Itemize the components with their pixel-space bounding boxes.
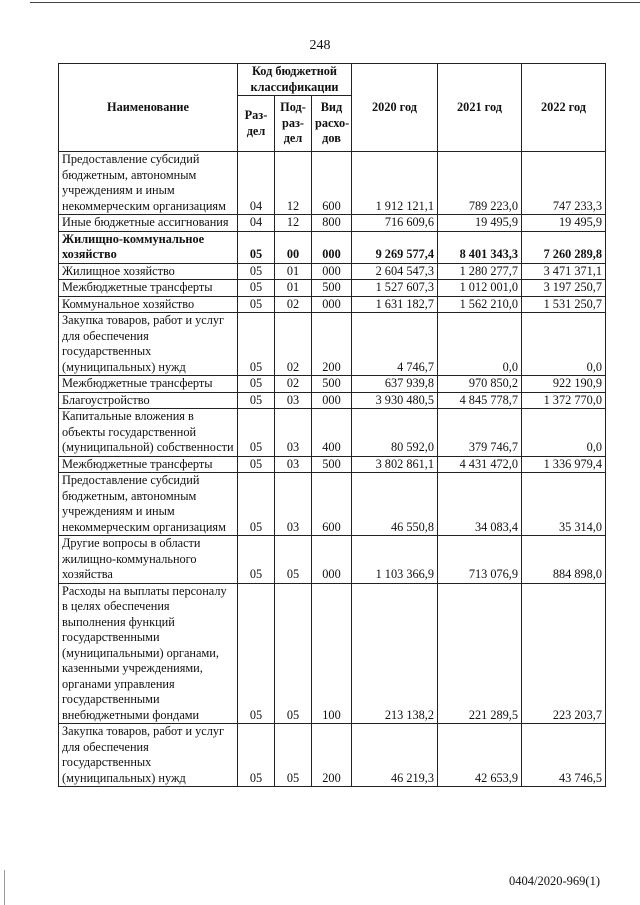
page-number: 248 [309, 38, 331, 53]
header-code-group: Код бюджетной классификации [238, 64, 352, 96]
row-value-2021: 8 401 343,3 [438, 231, 522, 263]
table-row [59, 215, 606, 232]
row-vid: 000 [312, 263, 352, 280]
row-podrazdel: 01 [275, 263, 312, 280]
row-name: Закупка товаров, работ и услуг для обеспечения государственных (муниципальных) нужд [59, 313, 238, 376]
row-value-2021: 1 012 001,0 [438, 280, 522, 297]
table-row [59, 473, 606, 536]
table-row [59, 376, 606, 393]
row-vid: 800 [312, 215, 352, 232]
row-razdel: 05 [238, 376, 275, 393]
row-podrazdel: 05 [275, 583, 312, 724]
row-podrazdel: 00 [275, 231, 312, 263]
row-razdel: 05 [238, 724, 275, 787]
row-name: Иные бюджетные ассигнования [59, 215, 238, 232]
header-podrazdel: Под-раз-дел [275, 96, 312, 152]
table-body [59, 152, 606, 787]
row-name: Межбюджетные трансферты [59, 280, 238, 297]
document-code: 0404/2020-969(1) [509, 874, 600, 888]
row-value-2022: 7 260 289,8 [522, 231, 606, 263]
row-value-2020: 2 604 547,3 [352, 263, 438, 280]
row-razdel: 05 [238, 263, 275, 280]
header-2022: 2022 год [522, 64, 606, 152]
row-razdel: 05 [238, 456, 275, 473]
row-razdel: 04 [238, 215, 275, 232]
row-name: Благоустройство [59, 392, 238, 409]
row-value-2020: 9 269 577,4 [352, 231, 438, 263]
row-razdel: 05 [238, 473, 275, 536]
row-value-2020: 4 746,7 [352, 313, 438, 376]
header-2021: 2021 год [438, 64, 522, 152]
table-row [59, 536, 606, 584]
row-value-2020: 1 527 607,3 [352, 280, 438, 297]
row-vid: 000 [312, 231, 352, 263]
row-value-2020: 80 592,0 [352, 409, 438, 457]
row-value-2022: 19 495,9 [522, 215, 606, 232]
table-row [59, 280, 606, 297]
row-podrazdel: 01 [275, 280, 312, 297]
table-row [59, 456, 606, 473]
budget-table [58, 63, 606, 787]
row-value-2021: 789 223,0 [438, 152, 522, 215]
row-value-2022: 43 746,5 [522, 724, 606, 787]
row-name: Закупка товаров, работ и услуг для обеспечения государственных (муниципальных) нужд [59, 724, 238, 787]
row-vid: 200 [312, 724, 352, 787]
row-vid: 200 [312, 313, 352, 376]
header-2020: 2020 год [352, 64, 438, 152]
row-vid: 500 [312, 376, 352, 393]
row-name: Межбюджетные трансферты [59, 376, 238, 393]
row-razdel: 05 [238, 409, 275, 457]
row-value-2021: 1 280 277,7 [438, 263, 522, 280]
row-value-2021: 19 495,9 [438, 215, 522, 232]
row-razdel: 05 [238, 231, 275, 263]
row-value-2020: 3 930 480,5 [352, 392, 438, 409]
row-podrazdel: 05 [275, 536, 312, 584]
row-podrazdel: 12 [275, 215, 312, 232]
row-razdel: 04 [238, 152, 275, 215]
row-value-2022: 3 471 371,1 [522, 263, 606, 280]
row-name: Жилищно-коммунальное хозяйство [59, 231, 238, 263]
row-vid: 100 [312, 583, 352, 724]
row-podrazdel: 03 [275, 409, 312, 457]
row-vid: 400 [312, 409, 352, 457]
row-name: Межбюджетные трансферты [59, 456, 238, 473]
row-value-2022: 922 190,9 [522, 376, 606, 393]
row-value-2022: 35 314,0 [522, 473, 606, 536]
row-value-2022: 3 197 250,7 [522, 280, 606, 297]
row-razdel: 05 [238, 392, 275, 409]
row-value-2022: 1 336 979,4 [522, 456, 606, 473]
row-podrazdel: 03 [275, 456, 312, 473]
row-vid: 000 [312, 536, 352, 584]
row-value-2020: 1 912 121,1 [352, 152, 438, 215]
table-row [59, 231, 606, 263]
row-value-2022: 747 233,3 [522, 152, 606, 215]
row-vid: 600 [312, 473, 352, 536]
row-value-2022: 1 372 770,0 [522, 392, 606, 409]
row-vid: 000 [312, 392, 352, 409]
table-row [59, 583, 606, 724]
row-value-2021: 34 083,4 [438, 473, 522, 536]
header-vid: Вид расхо-дов [312, 96, 352, 152]
row-podrazdel: 03 [275, 392, 312, 409]
top-rule [30, 2, 640, 3]
row-razdel: 05 [238, 296, 275, 313]
row-value-2021: 4 845 778,7 [438, 392, 522, 409]
row-podrazdel: 02 [275, 296, 312, 313]
row-value-2021: 0,0 [438, 313, 522, 376]
table-row [59, 263, 606, 280]
row-podrazdel: 12 [275, 152, 312, 215]
row-value-2020: 213 138,2 [352, 583, 438, 724]
row-value-2021: 379 746,7 [438, 409, 522, 457]
row-name: Капитальные вложения в объекты государственной (муниципальной) собственности [59, 409, 238, 457]
table-row [59, 152, 606, 215]
row-value-2022: 0,0 [522, 409, 606, 457]
table-row [59, 724, 606, 787]
table-row [59, 313, 606, 376]
row-value-2022: 0,0 [522, 313, 606, 376]
row-value-2021: 1 562 210,0 [438, 296, 522, 313]
row-podrazdel: 02 [275, 376, 312, 393]
row-name: Другие вопросы в области жилищно-коммунального хозяйства [59, 536, 238, 584]
row-name: Предоставление субсидий бюджетным, автономным учреждениям и иным некоммерческим организациям [59, 473, 238, 536]
row-value-2020: 637 939,8 [352, 376, 438, 393]
row-value-2020: 1 103 366,9 [352, 536, 438, 584]
row-value-2020: 46 219,3 [352, 724, 438, 787]
row-value-2020: 3 802 861,1 [352, 456, 438, 473]
row-razdel: 05 [238, 536, 275, 584]
row-value-2022: 223 203,7 [522, 583, 606, 724]
row-value-2021: 970 850,2 [438, 376, 522, 393]
row-value-2020: 46 550,8 [352, 473, 438, 536]
row-podrazdel: 02 [275, 313, 312, 376]
row-vid: 500 [312, 456, 352, 473]
row-value-2022: 1 531 250,7 [522, 296, 606, 313]
table-row [59, 296, 606, 313]
row-razdel: 05 [238, 313, 275, 376]
row-name: Расходы на выплаты персоналу в целях обеспечения выполнения функций государственными (муниципальными) органами, казенными учреждениями, органами управления государственными внебюджетными фондами [59, 583, 238, 724]
row-razdel: 05 [238, 583, 275, 724]
row-value-2021: 42 653,9 [438, 724, 522, 787]
row-podrazdel: 05 [275, 724, 312, 787]
row-value-2021: 713 076,9 [438, 536, 522, 584]
margin-mark [4, 870, 5, 905]
row-vid: 000 [312, 296, 352, 313]
row-razdel: 05 [238, 280, 275, 297]
row-name: Жилищное хозяйство [59, 263, 238, 280]
row-vid: 600 [312, 152, 352, 215]
row-vid: 500 [312, 280, 352, 297]
table-row [59, 392, 606, 409]
row-value-2020: 1 631 182,7 [352, 296, 438, 313]
header-name: Наименование [59, 64, 238, 152]
row-name: Предоставление субсидий бюджетным, автономным учреждениям и иным некоммерческим организациям [59, 152, 238, 215]
header-razdel: Раз-дел [238, 96, 275, 152]
row-value-2021: 221 289,5 [438, 583, 522, 724]
row-value-2020: 716 609,6 [352, 215, 438, 232]
row-value-2022: 884 898,0 [522, 536, 606, 584]
row-value-2021: 4 431 472,0 [438, 456, 522, 473]
row-podrazdel: 03 [275, 473, 312, 536]
table-row [59, 409, 606, 457]
row-name: Коммунальное хозяйство [59, 296, 238, 313]
